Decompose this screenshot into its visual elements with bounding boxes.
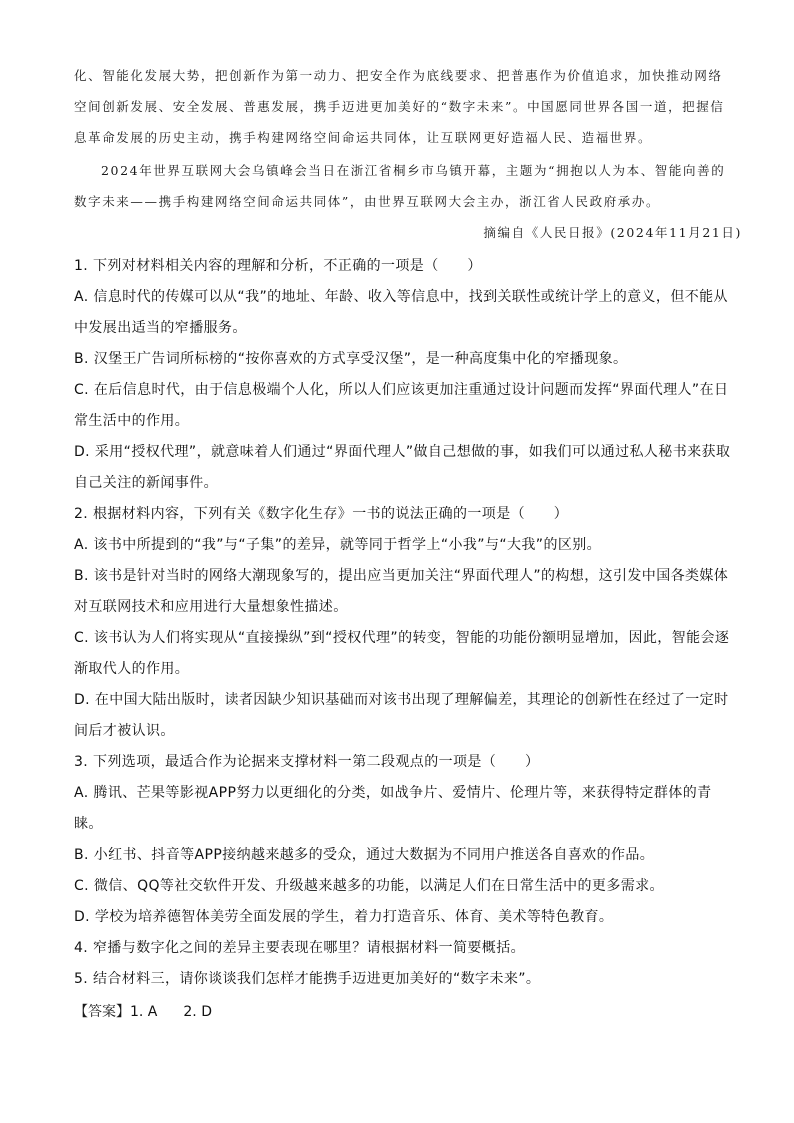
answer-tag: 【答案】 bbox=[74, 1004, 130, 1020]
question-3-option-d: D. 学校为培养德智体美劳全面发展的学生，着力打造音乐、体育、美术等特色教育。 bbox=[74, 909, 614, 925]
question-3-option-a: A. 腾讯、芒果等影视APP努力以更细化的分类，如战争片、爱情片、伦理片等，来获得特定群体的青睐。 bbox=[74, 785, 712, 832]
question-4-stem: 4. 窄播与数字化之间的差异主要表现在哪里？请根据材料一简要概括。 bbox=[74, 940, 526, 956]
question-3-option-b: B. 小红书、抖音等APP接纳越来越多的受众，通过大数据为不同用户推送各自喜欢的作品。 bbox=[74, 847, 655, 863]
passage-paragraph-1: 化、智能化发展大势，把创新作为第一动力、把安全作为底线要求、把普惠作为价值追求，加快推动网络空间创新发展、安全发展、普惠发展，携手迈进更加美好的“数字未来”。中国愿同世界各国一道，把握信息革命发展的历史主动，携手构建网络空间命运共同体，让互联网更好造福人民、造福世界。 bbox=[74, 68, 725, 145]
question-2-option-d: D. 在中国大陆出版时，读者因缺少知识基础而对该书出现了理解偏差，其理论的创新性在经过了一定时间后才被认识。 bbox=[74, 692, 729, 739]
question-2-stem: 2. 根据材料内容，下列有关《数字化生存》一书的说法正确的一项是（ ） bbox=[74, 506, 569, 522]
answer-2: 2. D bbox=[183, 1004, 212, 1020]
passage-paragraph-2: 2024年世界互联网大会乌镇峰会当日在浙江省桐乡市乌镇开幕，主题为“拥抱以人为本、智能向善的数字未来——携手构建网络空间命运共同体”，由世界互联网大会主办，浙江省人民政府承办。 bbox=[74, 163, 726, 209]
question-2-option-a: A. 该书中所提到的“我”与“子集”的差异，就等同于哲学上“小我”与“大我”的区别。 bbox=[74, 537, 602, 553]
question-5-stem: 5. 结合材料三，请你谈谈我们怎样才能携手迈进更加美好的“数字未来”。 bbox=[74, 971, 541, 987]
answer-1: 1. A bbox=[130, 1004, 158, 1020]
question-1-stem: 1. 下列对材料相关内容的理解和分析，不正确的一项是（ ） bbox=[74, 258, 482, 274]
question-2-option-b: B. 该书是针对当时的网络大潮现象写的，提出应当更加关注“界面代理人”的构想，这引发中国各类媒体对互联网技术和应用进行大量想象性描述。 bbox=[74, 568, 729, 615]
question-1-option-b: B. 汉堡王广告词所标榜的“按你喜欢的方式享受汉堡”，是一种高度集中化的窄播现象。 bbox=[74, 351, 628, 367]
question-1-option-a: A. 信息时代的传媒可以从“我”的地址、年龄、收入等信息中，找到关联性或统计学上的意义，但不能从中发展出适当的窄播服务。 bbox=[74, 289, 728, 336]
question-3-stem: 3. 下列选项，最适合作为论据来支撑材料一第二段观点的一项是（ ） bbox=[74, 754, 540, 770]
passage-source: 摘编自《人民日报》(2024年11月21日) bbox=[483, 225, 742, 240]
question-1-option-c: C. 在后信息时代，由于信息极端个人化，所以人们应该更加注重通过设计问题而发挥“界面代理人”在日常生活中的作用。 bbox=[74, 382, 729, 429]
answer-line bbox=[74, 1000, 212, 1024]
question-3-option-c: C. 微信、QQ等社交软件开发、升级越来越多的功能，以满足人们在日常生活中的更多需求。 bbox=[74, 878, 664, 894]
question-2-option-c: C. 该书认为人们将实现从“直接操纵”到“授权代理”的转变，智能的功能份额明显增加，因此，智能会逐渐取代人的作用。 bbox=[74, 630, 730, 677]
question-1-option-d: D. 采用“授权代理”，就意味着人们通过“界面代理人”做自己想做的事，如我们可以通过私人秘书来获取自己关注的新闻事件。 bbox=[74, 444, 731, 491]
